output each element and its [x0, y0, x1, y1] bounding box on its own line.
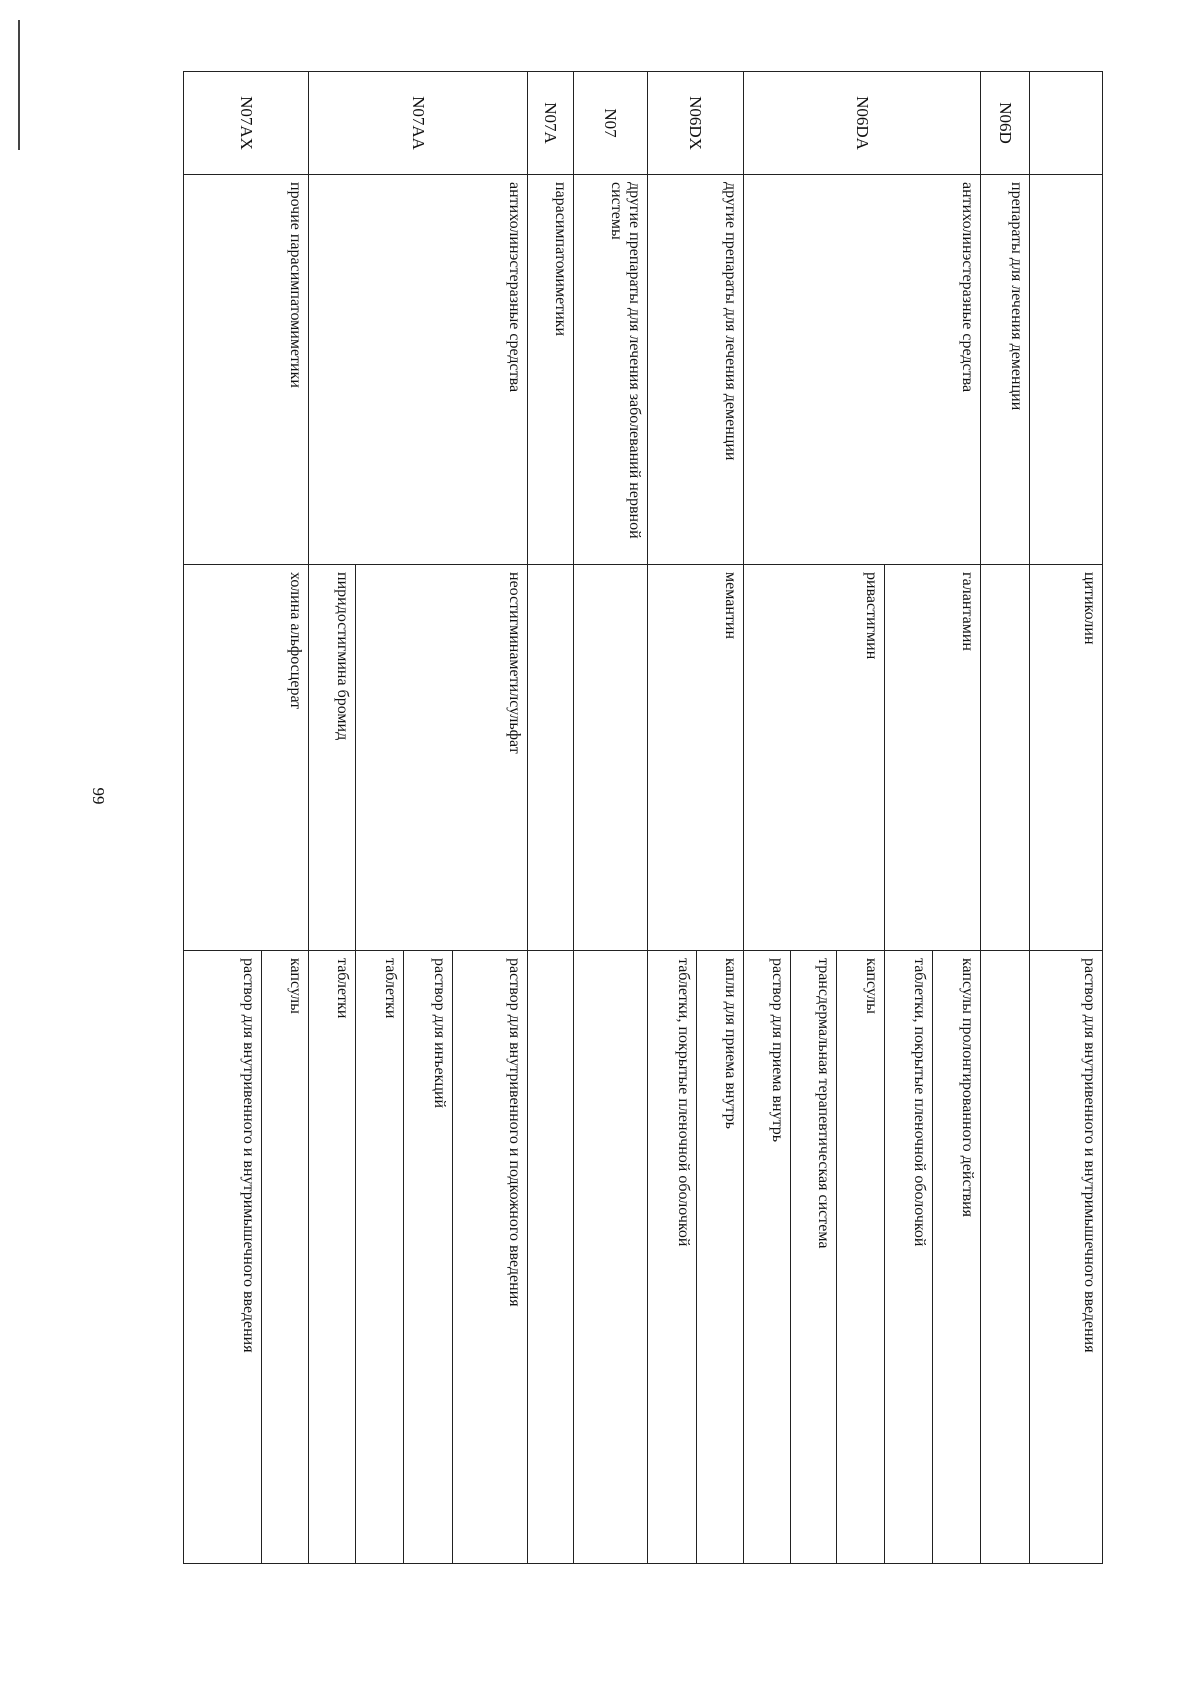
code-cell	[1029, 72, 1102, 175]
drug-cell	[573, 565, 647, 951]
form-cell: раствор для внутривенного и внутримышечного введения	[184, 951, 262, 1564]
form-cell: трансдермальная терапевтическая система	[790, 951, 837, 1564]
form-cell: раствор для внутривенного и внутримышечного введения	[1029, 951, 1102, 1564]
table-row	[453, 72, 528, 1564]
group-cell: другие препараты для лечения заболеваний нервной системы	[573, 175, 647, 565]
table-row	[528, 72, 573, 1564]
group-cell: парасимпатомиметики	[528, 175, 573, 565]
form-cell: капсулы	[837, 951, 885, 1564]
code-cell: N07AX	[184, 72, 309, 175]
drug-cell	[981, 565, 1030, 951]
group-cell	[1029, 175, 1102, 565]
group-cell: антихолинэстеразные средства	[309, 175, 528, 565]
code-cell: N07AA	[309, 72, 528, 175]
table-row	[932, 72, 981, 1564]
drug-cell: галантамин	[884, 565, 980, 951]
form-cell: раствор для приема внутрь	[744, 951, 791, 1564]
code-cell: N06DX	[648, 72, 744, 175]
form-cell	[573, 951, 647, 1564]
table-row	[1029, 72, 1102, 1564]
drug-cell: неостигминаметилсульфат	[355, 565, 528, 951]
scan-edge-line	[18, 20, 20, 150]
group-cell: прочие парасимпатомиметики	[184, 175, 309, 565]
group-cell: другие препараты для лечения деменции	[648, 175, 744, 565]
code-cell: N07A	[528, 72, 573, 175]
form-cell: таблетки	[309, 951, 356, 1564]
group-cell: препараты для лечения деменции	[981, 175, 1030, 565]
form-cell: капли для приема внутрь	[696, 951, 744, 1564]
form-cell: таблетки	[355, 951, 404, 1564]
drug-cell: пиридостигмина бромид	[309, 565, 356, 951]
drug-cell: цитиколин	[1029, 565, 1102, 951]
form-cell: таблетки, покрытые пленочной оболочкой	[884, 951, 932, 1564]
form-cell: таблетки, покрытые пленочной оболочкой	[648, 951, 697, 1564]
form-cell: капсулы пролонгированного действия	[932, 951, 981, 1564]
rotated-page-content	[183, 71, 1103, 1563]
code-cell: N06DA	[744, 72, 981, 175]
drug-cell: ривастигмин	[744, 565, 885, 951]
form-cell: раствор для внутривенного и подкожного введения	[453, 951, 528, 1564]
drug-cell: мемантин	[648, 565, 744, 951]
group-cell: антихолинэстеразные средства	[744, 175, 981, 565]
form-cell: раствор для инъекций	[404, 951, 453, 1564]
drug-table	[183, 71, 1103, 1564]
table-row	[573, 72, 647, 1564]
form-cell: капсулы	[261, 951, 309, 1564]
table-row	[981, 72, 1030, 1564]
drug-cell	[528, 565, 573, 951]
drug-cell: холина альфосцерат	[184, 565, 309, 951]
code-cell: N07	[573, 72, 647, 175]
code-cell: N06D	[981, 72, 1030, 175]
table-row	[696, 72, 744, 1564]
table-row	[261, 72, 309, 1564]
page-number: 99	[89, 787, 108, 805]
form-cell	[528, 951, 573, 1564]
form-cell	[981, 951, 1030, 1564]
